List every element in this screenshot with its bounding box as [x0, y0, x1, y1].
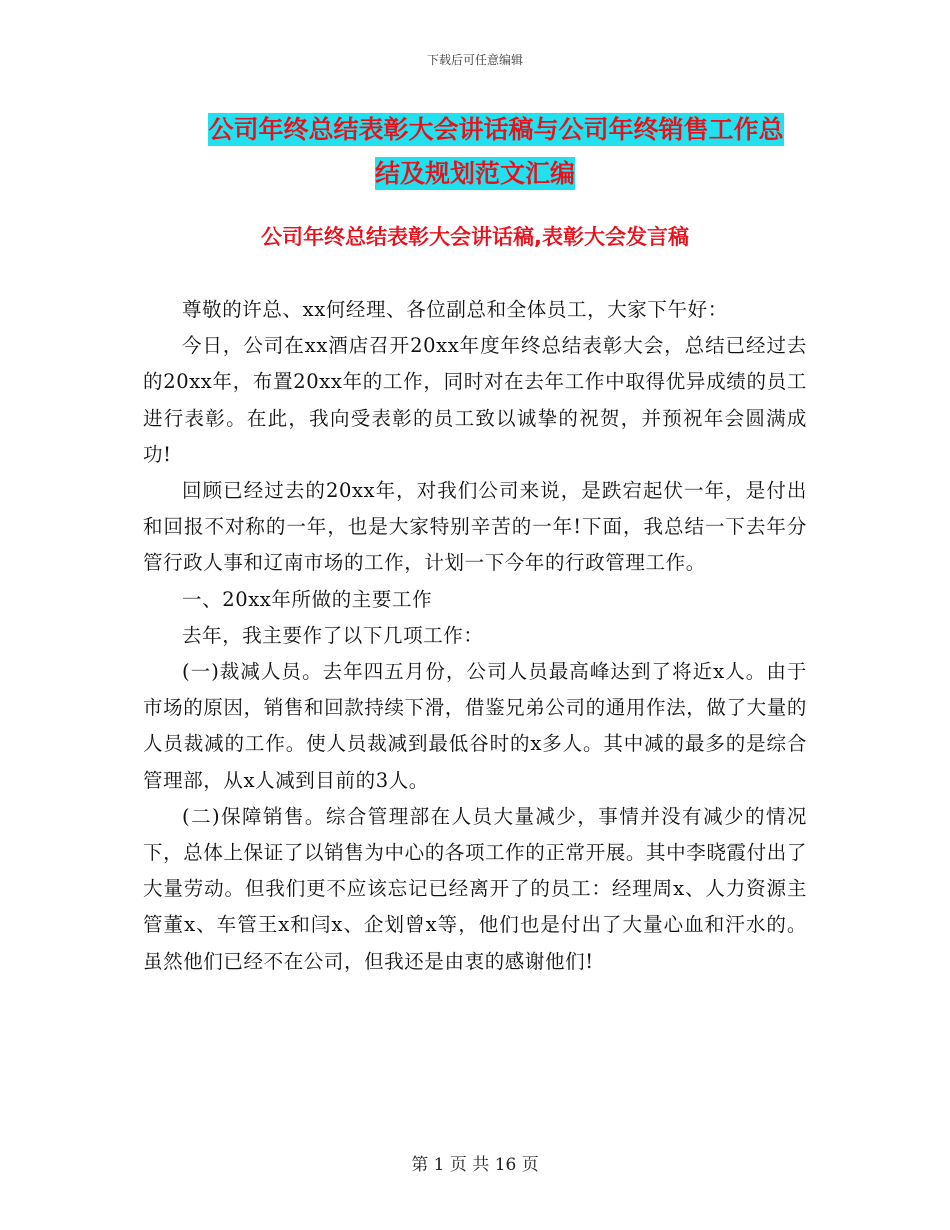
paragraph-sales-support: (二)保障销售。综合管理部在人员大量减少，事情并没有减少的情况下，总体上保证了以销售为中心的各项工作的正常开展。其中李晓霞付出了大量劳动。但我们更不应该忘记已经离开了的员工：经理周x、人力资源主管董x、车管王x和闫x、企划曾x等，他们也是付出了大量心血和汗水的。虽然他们已经不在公司，但我还是由衷的感谢他们!: [143, 804, 807, 973]
document-title: [0, 108, 950, 196]
paragraph-review: 回顾已经过去的20xx年，对我们公司来说，是跌宕起伏一年，是付出和回报不对称的一年，也是大家特别辛苦的一年!下面，我总结一下去年分管行政人事和辽南市场的工作，计划一下今年的行政管理工作。: [143, 479, 807, 575]
page-header-note: 下载后可任意编辑: [426, 53, 523, 67]
paragraph-intro: 今日，公司在xx酒店召开20xx年度年终总结表彰大会，总结已经过去的20xx年，布置20xx年的工作，同时对在去年工作中取得优异成绩的员工进行表彰。在此，我向受表彰的员工致以诚挚的祝贺，并预祝年会圆满成功!: [143, 334, 807, 466]
paragraph-greeting: 尊敬的许总、xx何经理、各位副总和全体员工，大家下午好：: [182, 298, 728, 321]
document-body: [143, 292, 807, 980]
document-title-line-1: [0, 108, 950, 152]
paragraph-work-intro: 去年，我主要作了以下几项工作：: [182, 623, 484, 647]
document-title-line-2: [0, 152, 950, 196]
page-number: 第 1 页 共 16 页: [411, 1155, 539, 1175]
title-highlight: 公司年终总结表彰大会讲话稿与公司年终销售工作总: [208, 115, 784, 144]
section-title: 公司年终总结表彰大会讲话稿,表彰大会发言稿: [261, 225, 689, 249]
paragraph-staff-reduction: (一)裁减人员。去年四五月份，公司人员最高峰达到了将近x人。由于市场的原因，销售和回款持续下滑，借鉴兄弟公司的通用作法，做了大量的人员裁减的工作。使人员裁减到最低谷时的x多人。其中减的最多的是综合管理部，从x人减到目前的3人。: [143, 660, 807, 792]
title-highlight: 结及规划范文汇编: [374, 159, 575, 188]
paragraph-heading-main-work: 一、20xx年所做的主要工作: [182, 587, 433, 611]
